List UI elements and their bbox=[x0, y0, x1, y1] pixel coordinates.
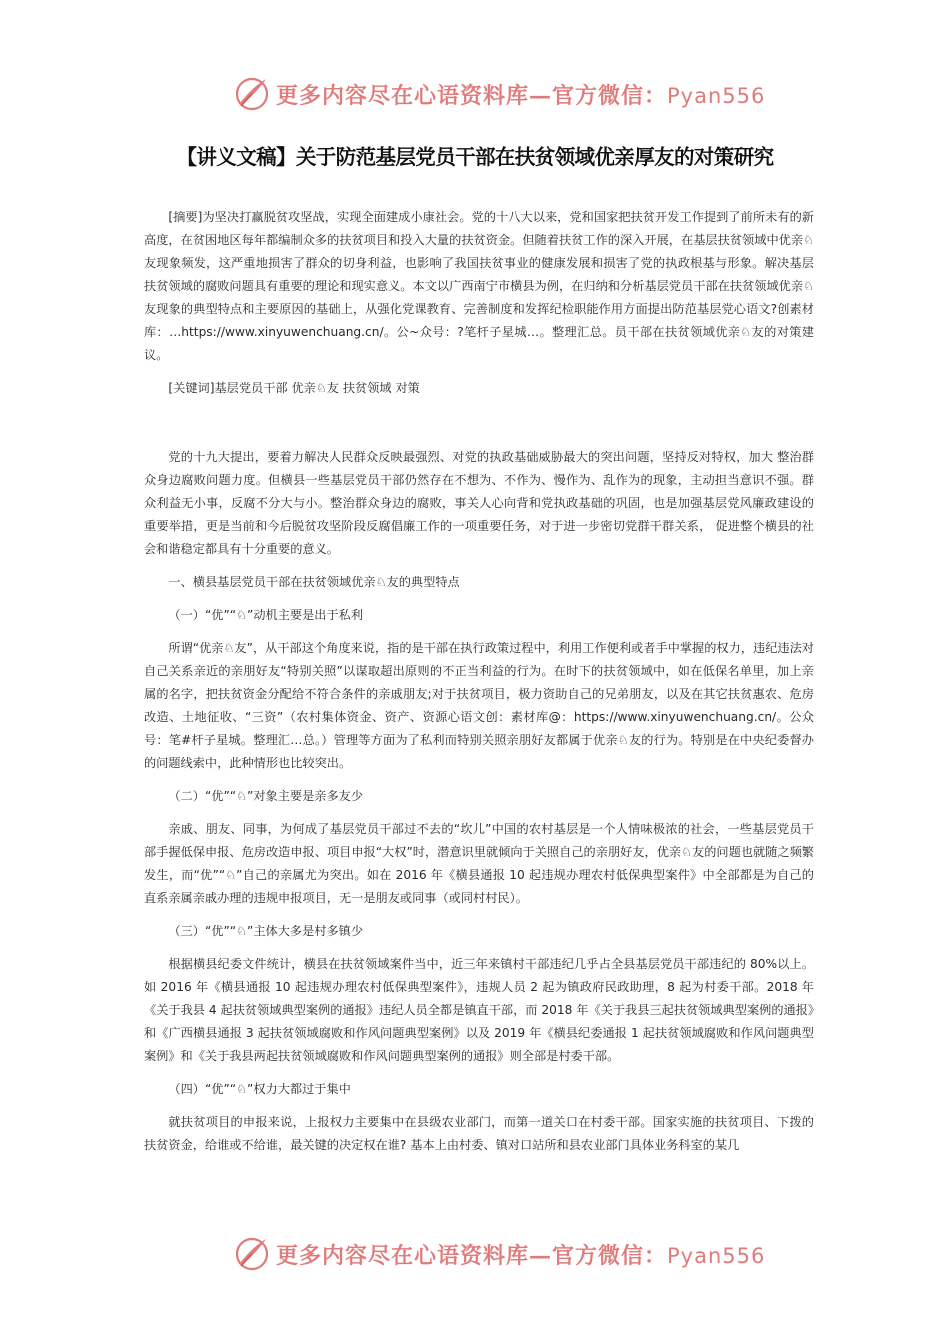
section-heading: 一、横县基层党员干部在扶贫领域优亲♘友的典型特点 bbox=[168, 575, 460, 589]
banner-text: 更多内容尽在心语资料库—官方微信：Pyan556 bbox=[276, 82, 766, 109]
header-banner bbox=[0, 68, 950, 118]
footer-banner bbox=[0, 1228, 950, 1278]
keywords-paragraph: [关键词]基层党员干部 优亲♘友 扶贫领域 对策 bbox=[168, 381, 420, 395]
body-paragraph: 就扶贫项目的申报来说，上报权力主要集中在县级农业部门，而第一道关口在村委干部。国家实施的扶贫项目、下拨的扶贫资金，给谁或不给谁，最关键的决定权在谁? 基本上由村委、镇对口站所和县农业部门具体业务科室的某几 bbox=[144, 1115, 814, 1152]
subsection-heading: （四）“优”“♘”权力大都过于集中 bbox=[168, 1082, 351, 1096]
intro-paragraph: 党的十九大提出，要着力解决人民群众反映最强烈、对党的执政基础威胁最大的突出问题，坚持反对特权，加大 整治群众身边腐败问题力度。但横县一些基层党员干部仍然存在不想为、不作为、慢作为、乱作为的现象，主动担当意识不强。群众利益无小事，反腐不分大与小。整治群众身边的腐败，事关人心向背和党执政基础的巩固，也是加强基层党风廉政建设的重要举措，更是当前和今后脱贫攻坚阶段反腐倡廉工作的一项重要任务，对于进一步密切党群干群关系， 促进整个横县的社会和谐稳定都具有十分重要的意义。 bbox=[144, 450, 814, 556]
document-title: 【讲义文稿】关于防范基层党员干部在扶贫领域优亲厚友的对策研究 bbox=[176, 145, 774, 169]
banner-text: 更多内容尽在心语资料库—官方微信：Pyan556 bbox=[276, 1242, 766, 1269]
abstract-paragraph: [摘要]为坚决打赢脱贫攻坚战，实现全面建成小康社会。党的十八大以来，党和国家把扶贫开发工作提到了前所未有的新高度，在贫困地区每年都编制众多的扶贫项目和投入大量的扶贫资金。但随着扶贫工作的深入开展，在基层扶贫领域中优亲♘友现象频发，这严重地损害了群众的切身利益，也影响了我国扶贫事业的健康发展和损害了党的执政根基与形象。解决基层扶贫领域的腐败问题具有重要的理论和现实意义。本文以广西南宁市横县为例，在归纳和分析基层党员干部在扶贫领域优亲♘友现象的典型特点和主要原因的基础上，从强化党课教育、完善制度和发挥纪检职能作用方面提出防范基层党心语文?创素材库：…https://www.xinyuwenchuang.cn/。公~众号：?笔杆子星城…。整理汇总。员干部在扶贫领域优亲♘友的对策建议。 bbox=[144, 210, 814, 362]
subsection-heading: （一）“优”“♘”动机主要是出于私利 bbox=[168, 608, 364, 622]
quill-logo-icon bbox=[232, 1234, 272, 1274]
wechat-id: Pyan556 bbox=[667, 1243, 766, 1268]
body-paragraph: 所谓“优亲♘友”，从干部这个角度来说，指的是干部在执行政策过程中，利用工作便利或者手中掌握的权力，违纪违法对自己关系亲近的亲朋好友“特别关照”以谋取超出原则的不正当利益的行为。在时下的扶贫领域中，如在低保名单里，加上亲属的名字，把扶贫资金分配给不符合条件的亲戚朋友;对于扶贫项目，极力资助自己的兄弟朋友，以及在其它扶贫惠农、危房改造、土地征收、“三资”（农村集体资金、资产、资源心语文创：素材库@：https://www.xinyuwenchuang.cn/。公众号：笔#杆子星城。整理汇…总。）管理等方面为了私利而特别关照亲朋好友都属于优亲♘友的行为。特别是在中央纪委督办的问题线索中，此种情形也比较突出。 bbox=[144, 641, 814, 770]
body-paragraph: 亲戚、朋友、同事，为何成了基层党员干部过不去的“坎儿”中国的农村基层是一个人情味极浓的社会，一些基层党员干部手握低保申报、危房改造申报、项目申报“大权”时，潜意识里就倾向于关照自己的亲朋好友，优亲♘友的问题也就随之频繁发生，而“优”“♘”自己的亲属尤为突出。如在 2016 年《横县通报 10 起违规办理农村低保典型案件》中全部都是为自己的直系亲属亲戚办理的违规申报项目，无一是朋友或同事（或同村村民）。 bbox=[144, 822, 814, 905]
body-paragraph: 根据横县纪委文件统计，横县在扶贫领域案件当中，近三年来镇村干部违纪几乎占全县基层党员干部违纪的 80%以上。如 2016 年《横县通报 10 起违规办理农村低保典型案件》，违规人员 2 起为镇政府民政助理，8 起为村委干部。2018 年《关于我县 4 起扶贫领域典型案例的通报》违纪人员全都是镇直干部，而 2018 年《关于我县三起扶贫领域典型案例的通报》和《广西横县通报 3 起扶贫领域腐败和作风问题典型案例》以及 2019 年《横县纪委通报 1 起扶贫领域腐败和作风问题典型案例》和《关于我县两起扶贫领域腐败和作风问题典型案例的通报》则全部是村委干部。 bbox=[144, 957, 814, 1063]
quill-logo-icon bbox=[232, 74, 272, 114]
document-body bbox=[144, 206, 814, 1157]
wechat-id: Pyan556 bbox=[667, 83, 766, 108]
subsection-heading: （三）“优”“♘”主体大多是村多镇少 bbox=[168, 924, 364, 938]
subsection-heading: （二）“优”“♘”对象主要是亲多友少 bbox=[168, 789, 364, 803]
